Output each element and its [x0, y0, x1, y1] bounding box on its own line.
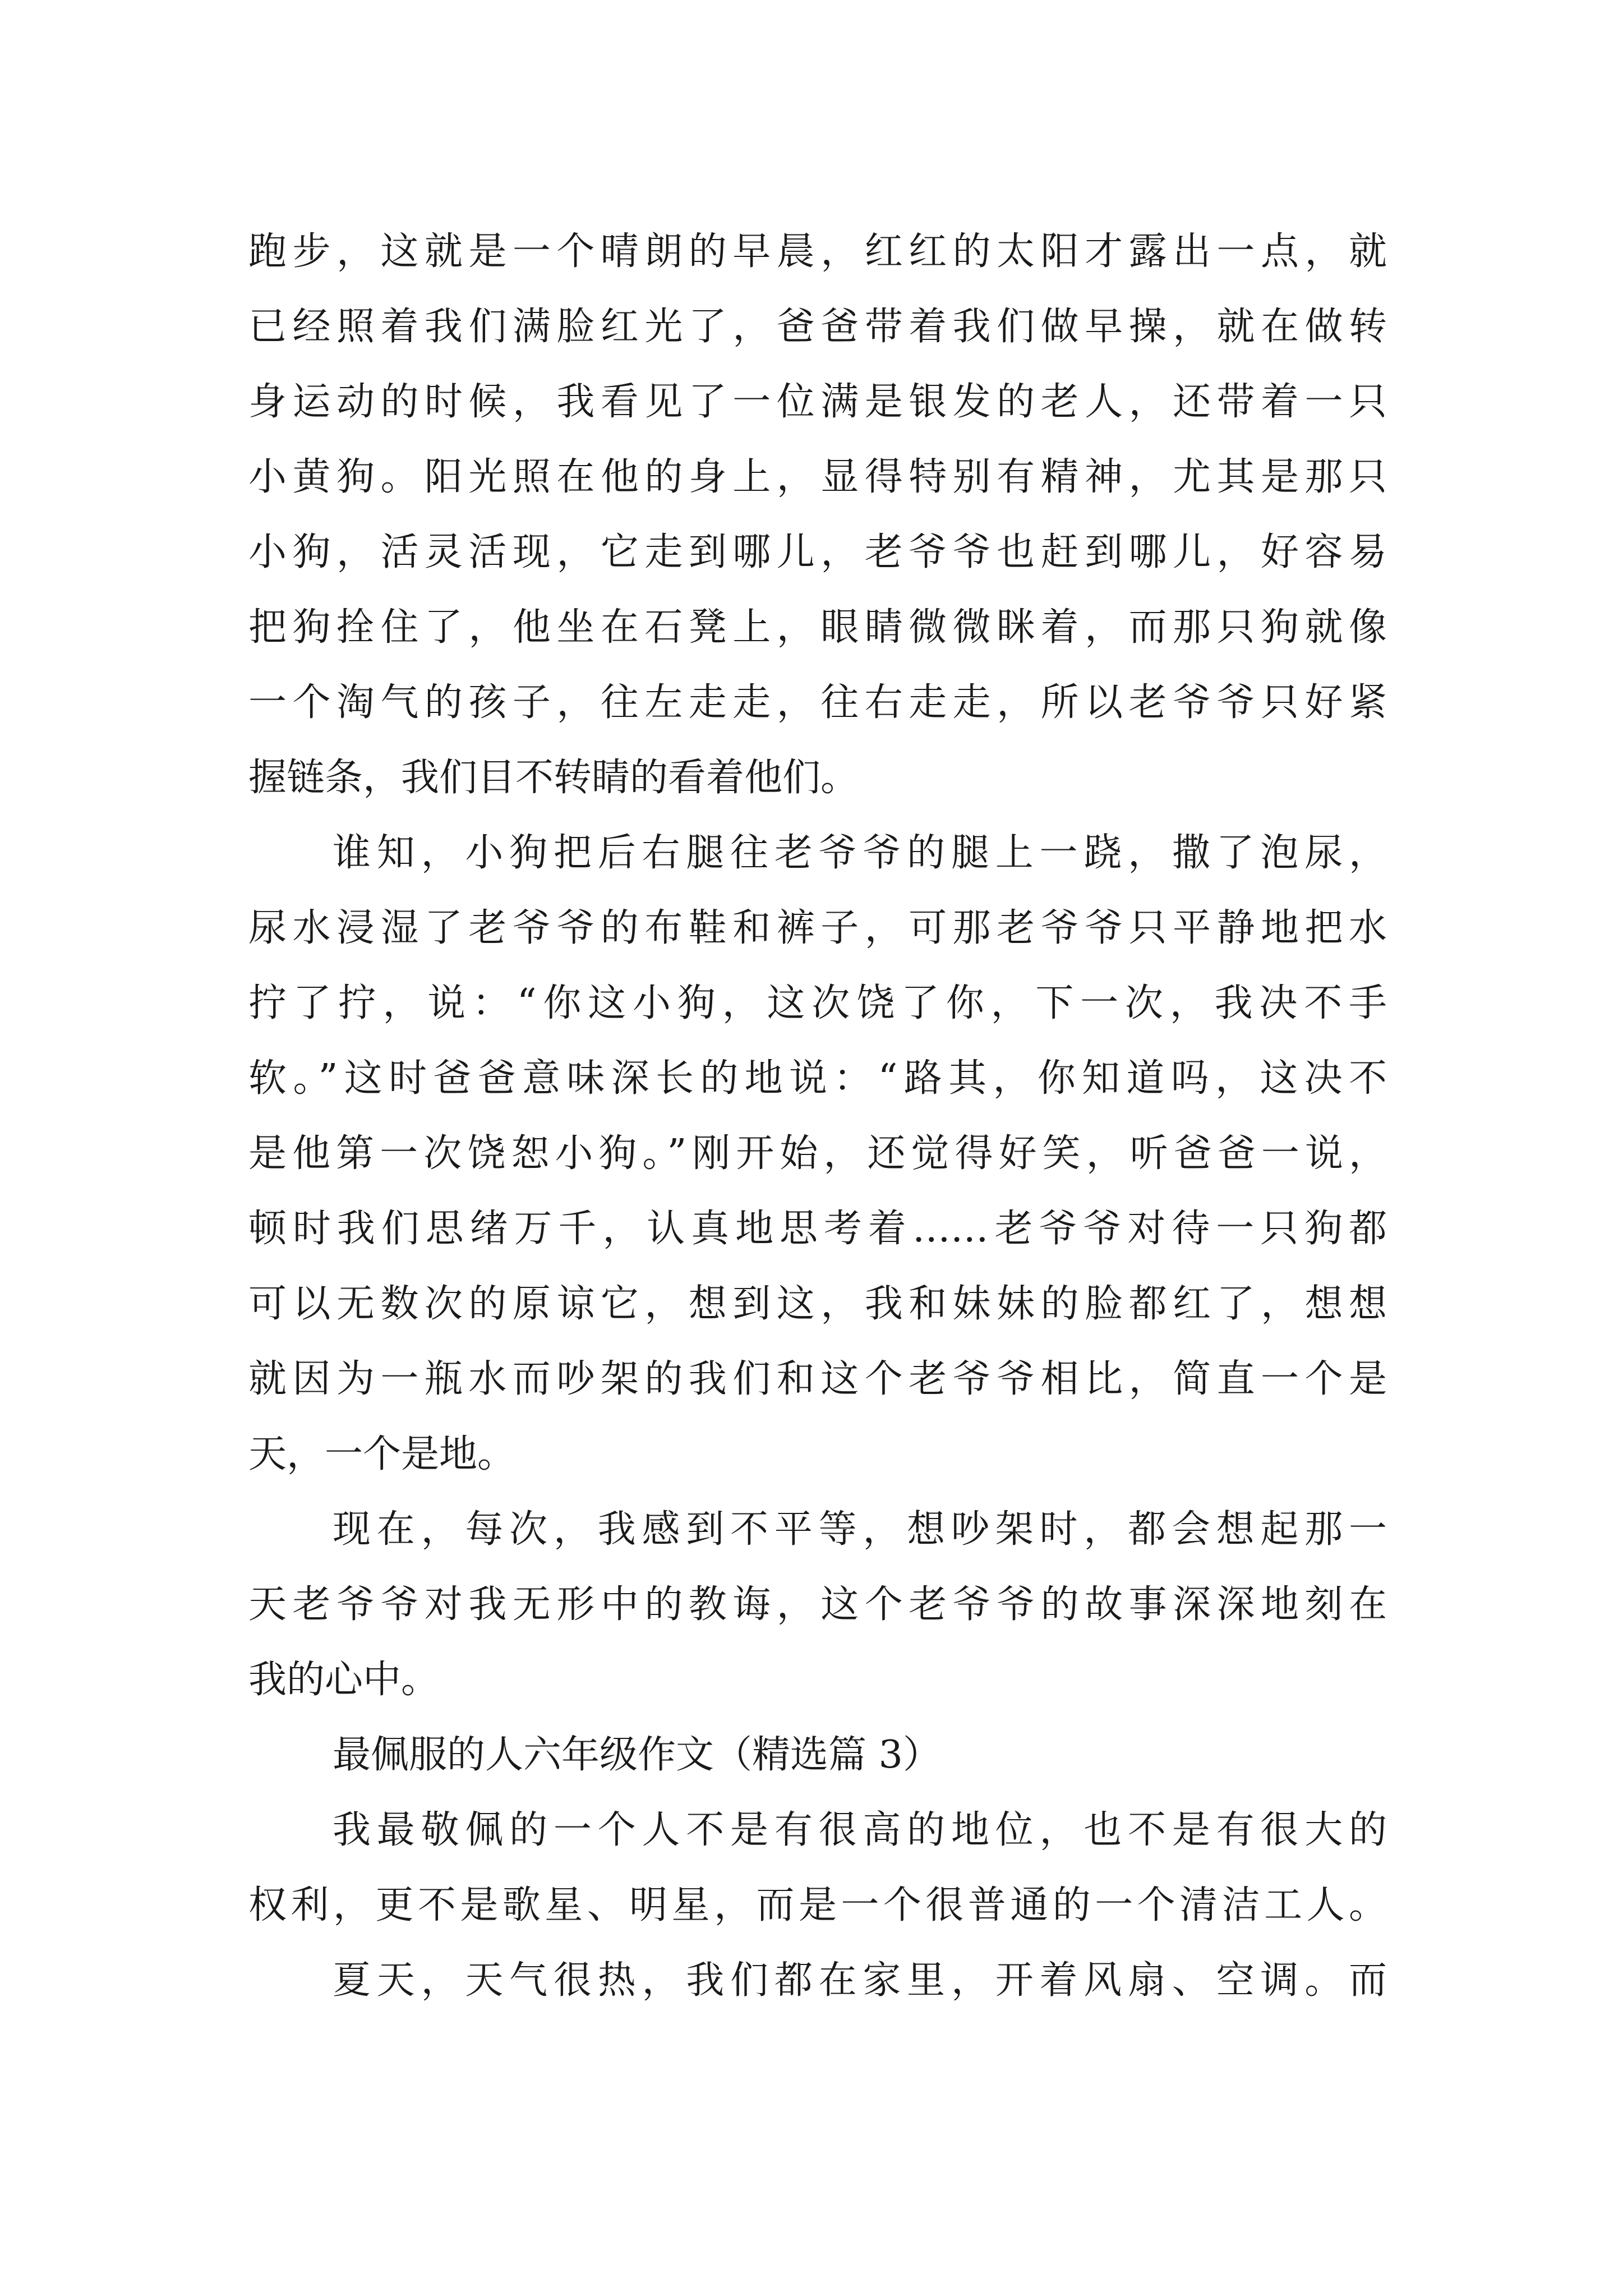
paragraph [248, 816, 1387, 1492]
text-line: 我最敬佩的一个人不是有很高的地位，也不是有很大的 [333, 1808, 1387, 1852]
paragraph [248, 1793, 1387, 1943]
text-line: 可以无数次的原谅它，想到这，我和妹妹的脸都红了，想想 [248, 1282, 1387, 1326]
text-line: 谁知，小狗把后右腿往老爷爷的腿上一跷，撒了泡尿， [333, 831, 1387, 875]
heading-text: 最佩服的人六年级作文（精选篇 3） [333, 1733, 941, 1777]
text-line: 小黄狗。阳光照在他的身上，显得特别有精神，尤其是那只 [248, 455, 1387, 499]
text-line: 小狗，活灵活现，它走到哪儿，老爷爷也赶到哪儿，好容易 [248, 530, 1387, 574]
text-line: 一个淘气的孩子，往左走走，往右走走，所以老爷爷只好紧 [248, 680, 1387, 725]
text-line: 权利，更不是歌星、明星，而是一个很普通的一个清洁工人。 [248, 1883, 1387, 1927]
document-body [248, 214, 1387, 2018]
text-line: 把狗拴住了，他坐在石凳上，眼睛微微眯着，而那只狗就像 [248, 605, 1387, 650]
text-line: 拧了拧，说：“你这小狗，这次饶了你，下一次，我决不手 [248, 981, 1387, 1025]
text-line: 天老爷爷对我无形中的教诲，这个老爷爷的故事深深地刻在 [248, 1582, 1387, 1627]
text-line: 现在，每次，我感到不平等，想吵架时，都会想起那一 [333, 1507, 1387, 1552]
text-line: 握链条，我们目不转睛的看着他们。 [248, 756, 859, 800]
text-line: 我的心中。 [248, 1658, 440, 1702]
text-line: 天，一个是地。 [248, 1432, 516, 1476]
text-line: 就因为一瓶水而吵架的我们和这个老爷爷相比，简直一个是 [248, 1357, 1387, 1401]
paragraph [248, 1943, 1387, 2018]
text-line: 软。”这时爸爸意味深长的地说：“路其，你知道吗，这决不 [248, 1056, 1387, 1101]
paragraph [248, 1492, 1387, 1718]
text-line: 跑步，这就是一个晴朗的早晨，红红的太阳才露出一点，就 [248, 229, 1387, 274]
text-line: 夏天，天气很热，我们都在家里，开着风扇、空调。而 [333, 1958, 1387, 2003]
text-line: 已经照着我们满脸红光了，爸爸带着我们做早操，就在做转 [248, 305, 1387, 349]
section-heading [248, 1718, 1387, 1793]
text-line: 身运动的时候，我看见了一位满是银发的老人，还带着一只 [248, 380, 1387, 424]
text-line: 顿时我们思绪万千，认真地思考着……老爷爷对待一只狗都 [248, 1207, 1387, 1251]
text-line: 尿水浸湿了老爷爷的布鞋和裤子，可那老爷爷只平静地把水 [248, 906, 1387, 950]
text-line: 是他第一次饶恕小狗。”刚开始，还觉得好笑，听爸爸一说， [248, 1131, 1387, 1176]
paragraph [248, 214, 1387, 816]
